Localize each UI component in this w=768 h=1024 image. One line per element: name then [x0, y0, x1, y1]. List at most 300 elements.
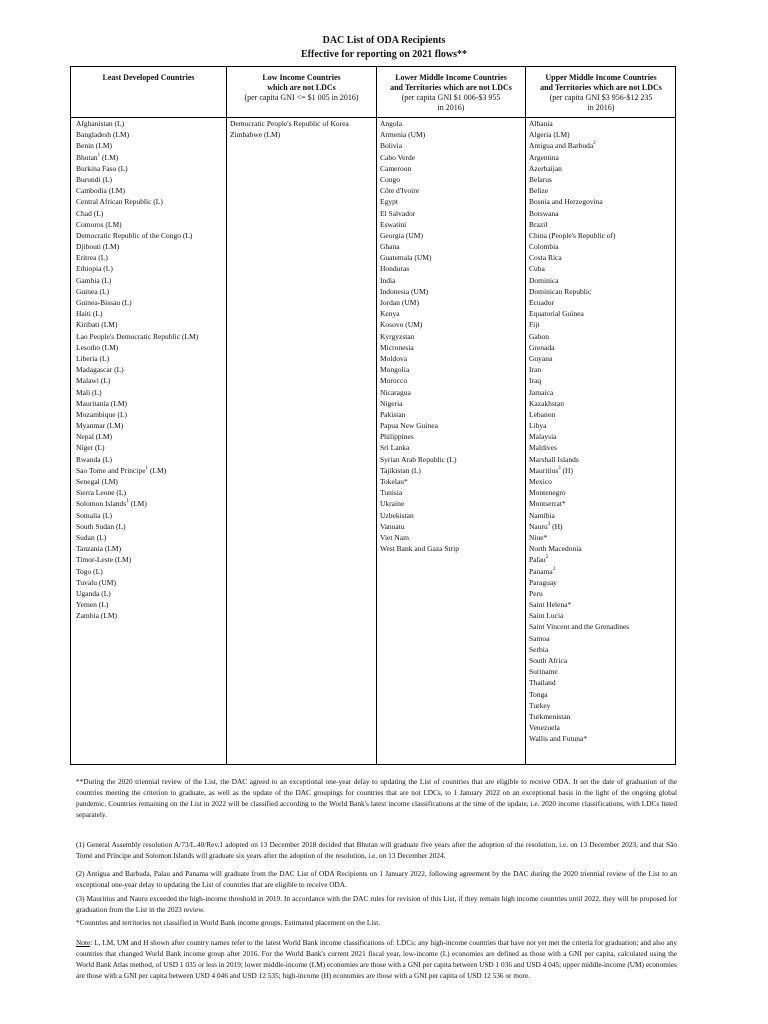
country-entry — [529, 118, 629, 129]
country-name: Tokelau* — [380, 477, 408, 486]
country-name: Guatemala (UM) — [380, 253, 432, 263]
country-entry — [76, 140, 198, 151]
country-entry — [380, 319, 459, 330]
country-name: Guinea (L) — [76, 286, 110, 296]
country-entry — [380, 543, 459, 554]
country-name: Dominican Republic — [529, 286, 592, 296]
country-entry — [380, 409, 459, 420]
country-name: Serbia — [529, 644, 549, 654]
footnote-1: (1) General Assembly resolution A/73/L.40/Rev.1 adopted on 13 December 2018 decided that Bhutan will graduate five years after the adoption of the resolution, i.e. on 13 December 2023, and that São Tomé and Príncipe and Solomon Islands will graduate six years after the adoption of the resolution, i.e. on 13 December 2024. — [76, 840, 677, 860]
country-name: North Macedonia — [529, 544, 582, 554]
country-entry — [76, 498, 198, 509]
country-name: Jamaica — [529, 387, 554, 397]
country-name: Marshall Islands — [529, 454, 579, 464]
footnote-marker: 3 — [547, 521, 551, 527]
country-entry — [529, 621, 629, 632]
country-entry — [380, 152, 459, 163]
country-name: Nicaragua — [380, 387, 411, 397]
footnote-marker: 2 — [552, 566, 556, 572]
country-name: Honduras — [380, 264, 410, 274]
footnote-marker: 1 — [126, 499, 129, 505]
country-name: Gabon — [529, 331, 549, 341]
country-name: Saint Helena* — [529, 600, 572, 610]
footnote-marker: 2 — [545, 555, 549, 561]
country-entry — [76, 510, 198, 521]
country-name: Senegal (LM) — [76, 477, 118, 486]
header-title: Lower Middle Income Countries — [395, 73, 507, 82]
country-name: Palau — [529, 555, 546, 565]
country-name: Madagascar (L) — [76, 365, 124, 375]
country-name: India — [380, 275, 396, 285]
country-name: Indonesia (UM) — [380, 286, 429, 296]
country-entry — [380, 208, 459, 219]
document-title: DAC List of ODA Recipients — [322, 35, 446, 46]
country-entry — [76, 454, 198, 465]
country-name: Djibouti (LM) — [76, 242, 120, 252]
country-name: Pakistan — [380, 409, 406, 419]
country-entry — [380, 241, 459, 252]
income-group-code: (LM) — [148, 465, 167, 475]
country-entry — [76, 163, 198, 174]
country-name: Montserrat* — [529, 499, 566, 509]
country-entry — [76, 308, 198, 319]
country-name: Belize — [529, 186, 549, 196]
country-entry — [76, 398, 198, 409]
country-entry — [76, 442, 198, 453]
country-name: Eswatini — [380, 219, 407, 229]
country-entry — [380, 487, 459, 498]
country-entry — [529, 275, 629, 286]
country-entry — [76, 521, 198, 532]
country-entry — [529, 722, 629, 733]
country-entry — [76, 577, 198, 588]
low-income-list — [230, 118, 349, 140]
country-entry — [380, 174, 459, 185]
country-name: South Africa — [529, 656, 568, 665]
country-name: Vanuatu — [380, 521, 405, 531]
country-entry — [529, 633, 629, 644]
country-name: Syrian Arab Republic (L) — [380, 454, 457, 464]
country-entry — [380, 532, 459, 543]
country-entry — [76, 375, 198, 386]
country-entry — [76, 476, 198, 487]
country-entry — [76, 566, 198, 577]
country-name: Viet Nam — [380, 532, 409, 542]
country-entry — [76, 219, 198, 230]
country-name: Tonga — [529, 689, 548, 699]
country-entry — [380, 510, 459, 521]
country-entry — [76, 263, 198, 274]
country-name: Equatorial Guinea — [529, 309, 584, 319]
country-name: Cabo Verde — [380, 152, 416, 162]
country-entry — [380, 185, 459, 196]
country-name: Zimbabwe (LM) — [230, 130, 281, 140]
header-low-income — [227, 73, 376, 103]
country-entry — [529, 364, 629, 375]
country-entry — [76, 174, 198, 185]
income-classification-note — [76, 937, 677, 981]
country-entry — [529, 498, 629, 509]
country-name: Guinea-Bissau (L) — [76, 298, 132, 307]
country-entry — [76, 208, 198, 219]
country-entry — [529, 487, 629, 498]
country-name: Argentina — [529, 152, 559, 162]
country-name: Congo — [380, 174, 401, 184]
country-entry — [76, 465, 198, 476]
country-entry — [529, 677, 629, 688]
country-name: Saint Vincent and the Grenadines — [529, 622, 630, 632]
country-entry — [529, 543, 629, 554]
country-name: Burkina Faso (L) — [76, 163, 128, 173]
header-title-line2: and Territories which are not LDCs — [390, 83, 512, 92]
country-entry — [380, 420, 459, 431]
country-name: Malaysia — [529, 432, 557, 442]
country-name: Mali (L) — [76, 387, 102, 397]
country-entry — [230, 118, 349, 129]
country-name: China (People's Republic of) — [529, 230, 616, 240]
country-entry — [380, 297, 459, 308]
document-subtitle: Effective for reporting on 2021 flows** — [301, 49, 467, 60]
country-entry — [529, 454, 629, 465]
country-entry — [380, 442, 459, 453]
footnote-2: (2) Antigua and Barbuda, Palau and Panama will graduate from the DAC List of ODA Recipients on 1 January 2022, following agreement by the DAC during the 2020 triennial review of the List to an exceptional one-year delay to updating the List of countries that are eligible to receive ODA. — [76, 869, 677, 889]
income-group-code: (LM) — [128, 499, 147, 509]
income-group-code: (H) — [550, 521, 563, 531]
country-name: Sudan (L) — [76, 532, 107, 542]
country-entry — [529, 566, 629, 577]
country-name: Morocco — [380, 376, 408, 386]
country-name: Cuba — [529, 264, 545, 274]
country-entry — [529, 644, 629, 655]
footnote-marker: 1 — [145, 465, 149, 471]
country-entry — [76, 252, 198, 263]
column-divider — [226, 67, 227, 764]
country-name: Brazil — [529, 219, 548, 229]
country-name: Panama — [529, 566, 553, 576]
country-name: Egypt — [380, 197, 398, 207]
note-label: Note — [76, 938, 91, 947]
country-name: El Salvador — [380, 208, 416, 218]
country-entry — [529, 431, 629, 442]
country-name: Papua New Guinea — [380, 421, 438, 431]
header-upper-middle-income — [526, 73, 676, 113]
country-name: Tuvalu (UM) — [76, 577, 116, 587]
country-name: Timor-Leste (LM) — [76, 555, 132, 565]
country-entry — [380, 275, 459, 286]
country-name: Niue* — [529, 532, 548, 542]
country-entry — [529, 342, 629, 353]
country-name: Micronesia — [380, 342, 414, 352]
country-entry — [529, 465, 629, 476]
country-entry — [529, 140, 629, 151]
country-name: Comoros (LM) — [76, 219, 122, 229]
country-name: Angola — [380, 119, 403, 128]
country-name: Togo (L) — [76, 566, 103, 576]
header-title: Low Income Countries — [262, 73, 341, 82]
country-name: Sri Lanka — [380, 443, 410, 453]
country-entry — [529, 442, 629, 453]
country-name: Montenegro — [529, 488, 566, 498]
country-entry — [380, 498, 459, 509]
country-entry — [380, 331, 459, 342]
country-entry — [76, 185, 198, 196]
country-name: Libya — [529, 421, 547, 431]
header-title: Least Developed Countries — [102, 73, 195, 82]
country-entry — [529, 733, 629, 744]
country-name: Somalia (L) — [76, 510, 113, 520]
country-name: Nigeria — [380, 398, 403, 408]
country-name: Zambia (LM) — [76, 611, 118, 621]
country-name: Jordan (UM) — [380, 298, 419, 307]
country-name: Ecuador — [529, 298, 554, 307]
country-entry — [76, 297, 198, 308]
country-entry — [529, 152, 629, 163]
country-entry — [529, 252, 629, 263]
country-name: Solomon Islands — [76, 499, 127, 509]
country-name: Guyana — [529, 353, 553, 363]
country-name: Uzbekistan — [380, 510, 414, 520]
country-name: Venezuela — [529, 723, 560, 733]
country-name: Lesotho (LM) — [76, 342, 119, 352]
footnote-3: (3) Mauritius and Nauru exceeded the high-income threshold in 2019. In accordance with the DAC rules for revision of this List, if they remain high income countries until 2022, they will be proposed for graduation from the List in the 2023 review. — [76, 894, 677, 914]
country-entry — [380, 230, 459, 241]
country-name: Mongolia — [380, 365, 410, 375]
country-name: Fiji — [529, 320, 540, 330]
country-name: Kyrgyzstan — [380, 331, 415, 341]
country-name: Samoa — [529, 633, 550, 643]
country-entry — [76, 487, 198, 498]
country-entry — [529, 241, 629, 252]
country-name: Wallis and Futuna* — [529, 734, 588, 744]
country-name: Grenada — [529, 342, 555, 352]
country-name: Sierra Leone (L) — [76, 488, 126, 498]
country-name: Mauritania (LM) — [76, 398, 128, 408]
country-entry — [76, 331, 198, 342]
country-entry — [529, 510, 629, 521]
country-entry — [529, 219, 629, 230]
country-name: Lebanon — [529, 409, 556, 419]
country-name: Lao People's Democratic Republic (LM) — [76, 331, 199, 341]
country-entry — [380, 342, 459, 353]
country-entry — [380, 219, 459, 230]
header-gni-range: (per capita GNI <= $1 005 in 2016) — [244, 93, 359, 102]
country-entry — [76, 420, 198, 431]
country-name: Thailand — [529, 678, 556, 688]
country-name: Maldives — [529, 443, 557, 453]
country-name: Suriname — [529, 667, 558, 677]
country-entry — [76, 588, 198, 599]
country-entry — [529, 230, 629, 241]
country-name: Kazakhstan — [529, 398, 564, 408]
country-name: Kosovo (UM) — [380, 320, 423, 330]
country-name: Ghana — [380, 242, 400, 252]
country-entry — [529, 297, 629, 308]
income-group-code: (H) — [560, 465, 573, 475]
header-gni-range: (per capita GNI $1 006-$3 955 — [401, 93, 501, 102]
country-name: Ethiopia (L) — [76, 264, 113, 274]
country-name: Myanmar (LM) — [76, 421, 124, 431]
country-name: Ukraine — [380, 499, 405, 509]
country-entry — [76, 275, 198, 286]
country-entry — [380, 465, 459, 476]
country-name: Burundi (L) — [76, 174, 113, 184]
country-name: Botswana — [529, 208, 559, 218]
country-name: South Sudan (L) — [76, 521, 126, 531]
country-entry — [76, 532, 198, 543]
country-entry — [380, 398, 459, 409]
country-entry — [529, 666, 629, 677]
header-least-developed — [71, 73, 226, 83]
country-entry — [380, 387, 459, 398]
country-entry — [529, 521, 629, 532]
country-name: Democratic Republic of the Congo (L) — [76, 230, 193, 240]
country-entry — [380, 454, 459, 465]
country-entry — [529, 689, 629, 700]
country-entry — [76, 118, 198, 129]
country-entry — [76, 196, 198, 207]
country-name: Nauru — [529, 521, 548, 531]
country-name: Cameroon — [380, 163, 412, 173]
country-name: Sao Tome and Principe — [76, 465, 146, 475]
country-entry — [529, 711, 629, 722]
header-lower-middle-income — [377, 73, 525, 113]
country-name: Bhutan — [76, 152, 98, 162]
header-gni-year: in 2016) — [587, 103, 615, 112]
country-entry — [529, 420, 629, 431]
country-name: Afghanistan (L) — [76, 119, 125, 128]
country-entry — [76, 364, 198, 375]
footnote-marker: 2 — [593, 141, 596, 147]
country-entry — [529, 655, 629, 666]
country-name: Rwanda (L) — [76, 454, 113, 464]
country-name: Dominica — [529, 275, 559, 285]
country-name: Algeria (LM) — [529, 130, 570, 140]
country-name: Kenya — [380, 309, 400, 319]
country-entry — [380, 118, 459, 129]
country-name: Paraguay — [529, 577, 557, 587]
country-name: Benin (LM) — [76, 141, 113, 151]
upper-middle-income-list — [529, 118, 629, 745]
income-group-code: (LM) — [100, 152, 119, 162]
country-entry — [529, 185, 629, 196]
country-name: Saint Lucia — [529, 611, 564, 621]
country-entry — [76, 286, 198, 297]
country-name: Georgia (UM) — [380, 230, 423, 240]
country-entry — [380, 163, 459, 174]
country-name: Peru — [529, 588, 543, 598]
country-entry — [380, 353, 459, 364]
country-entry — [529, 476, 629, 487]
least-developed-list — [76, 118, 198, 621]
country-name: Niger (L) — [76, 443, 105, 453]
country-name: Bolivia — [380, 141, 403, 151]
country-entry — [380, 140, 459, 151]
country-entry — [76, 152, 198, 163]
country-name: Yemen (L) — [76, 600, 109, 610]
country-entry — [529, 353, 629, 364]
country-entry — [76, 387, 198, 398]
country-entry — [380, 364, 459, 375]
header-title-line2: which are not LDCs — [267, 83, 336, 92]
country-entry — [76, 319, 198, 330]
country-entry — [380, 431, 459, 442]
country-name: Mozambique (L) — [76, 409, 128, 419]
country-entry — [529, 129, 629, 140]
header-gni-year: in 2016) — [437, 103, 465, 112]
country-name: Cambodia (LM) — [76, 186, 125, 196]
country-name: Azerbaijan — [529, 163, 562, 173]
country-entry — [529, 398, 629, 409]
country-name: Eritrea (L) — [76, 253, 108, 263]
country-entry — [380, 196, 459, 207]
country-name: Armenia (UM) — [380, 130, 426, 140]
country-entry — [380, 476, 459, 487]
country-entry — [529, 163, 629, 174]
country-entry — [76, 409, 198, 420]
country-entry — [230, 129, 349, 140]
country-entry — [529, 599, 629, 610]
country-entry — [529, 700, 629, 711]
country-entry — [380, 252, 459, 263]
country-entry — [529, 174, 629, 185]
country-name: Mauritius — [529, 465, 559, 475]
country-name: Côte d'Ivoire — [380, 186, 420, 196]
country-entry — [76, 431, 198, 442]
country-entry — [76, 241, 198, 252]
country-entry — [529, 319, 629, 330]
country-entry — [529, 588, 629, 599]
country-entry — [529, 554, 629, 565]
country-entry — [76, 610, 198, 621]
country-name: Antigua and Barbuda — [529, 141, 594, 151]
country-name: Albania — [529, 119, 553, 128]
country-name: Turkey — [529, 700, 551, 710]
country-entry — [529, 331, 629, 342]
footnote-marker: 3 — [558, 465, 561, 471]
country-entry — [529, 387, 629, 398]
country-name: Tunisia — [380, 488, 403, 498]
country-name: Belarus — [529, 174, 552, 184]
footnote-review-delay: **During the 2020 triennial review of the List, the DAC agreed to an exceptional one-year delay to updating the List of countries that are eligible to receive ODA. It set the date of graduation of the countries meeting the criterion to graduate, as well as the update of the DAC groupings for countries that are not LDCs, to 1 January 2022 on an exceptional basis in the light of the ongoing global pandemic. Countries remaining on the List in 2022 will be classified according to the World Bank's latest income classifications at the time of the update, i.e. 2020 income classifications, with LDCs listed separately. — [76, 777, 677, 819]
country-entry — [380, 375, 459, 386]
country-name: Bangladesh (LM) — [76, 130, 130, 140]
country-entry — [380, 521, 459, 532]
country-name: Colombia — [529, 242, 559, 252]
country-entry — [76, 230, 198, 241]
header-gni-range: (per capita GNI $3 956-$12 235 — [549, 93, 653, 102]
country-entry — [529, 610, 629, 621]
country-entry — [380, 263, 459, 274]
country-name: Moldova — [380, 353, 408, 363]
country-entry — [529, 263, 629, 274]
oda-recipients-table — [70, 66, 676, 765]
country-name: Uganda (L) — [76, 588, 111, 598]
country-entry — [529, 409, 629, 420]
country-name: Kiribati (LM) — [76, 320, 118, 330]
country-name: Gambia (L) — [76, 275, 112, 285]
country-name: Turkmenistan — [529, 711, 571, 721]
country-name: Costa Rica — [529, 253, 562, 263]
country-entry — [529, 375, 629, 386]
country-name: Tajikistan (L) — [380, 465, 421, 475]
country-entry — [76, 129, 198, 140]
country-entry — [529, 196, 629, 207]
country-name: West Bank and Gaza Strip — [380, 544, 459, 554]
country-entry — [76, 543, 198, 554]
country-entry — [380, 129, 459, 140]
country-entry — [76, 342, 198, 353]
country-entry — [76, 554, 198, 565]
